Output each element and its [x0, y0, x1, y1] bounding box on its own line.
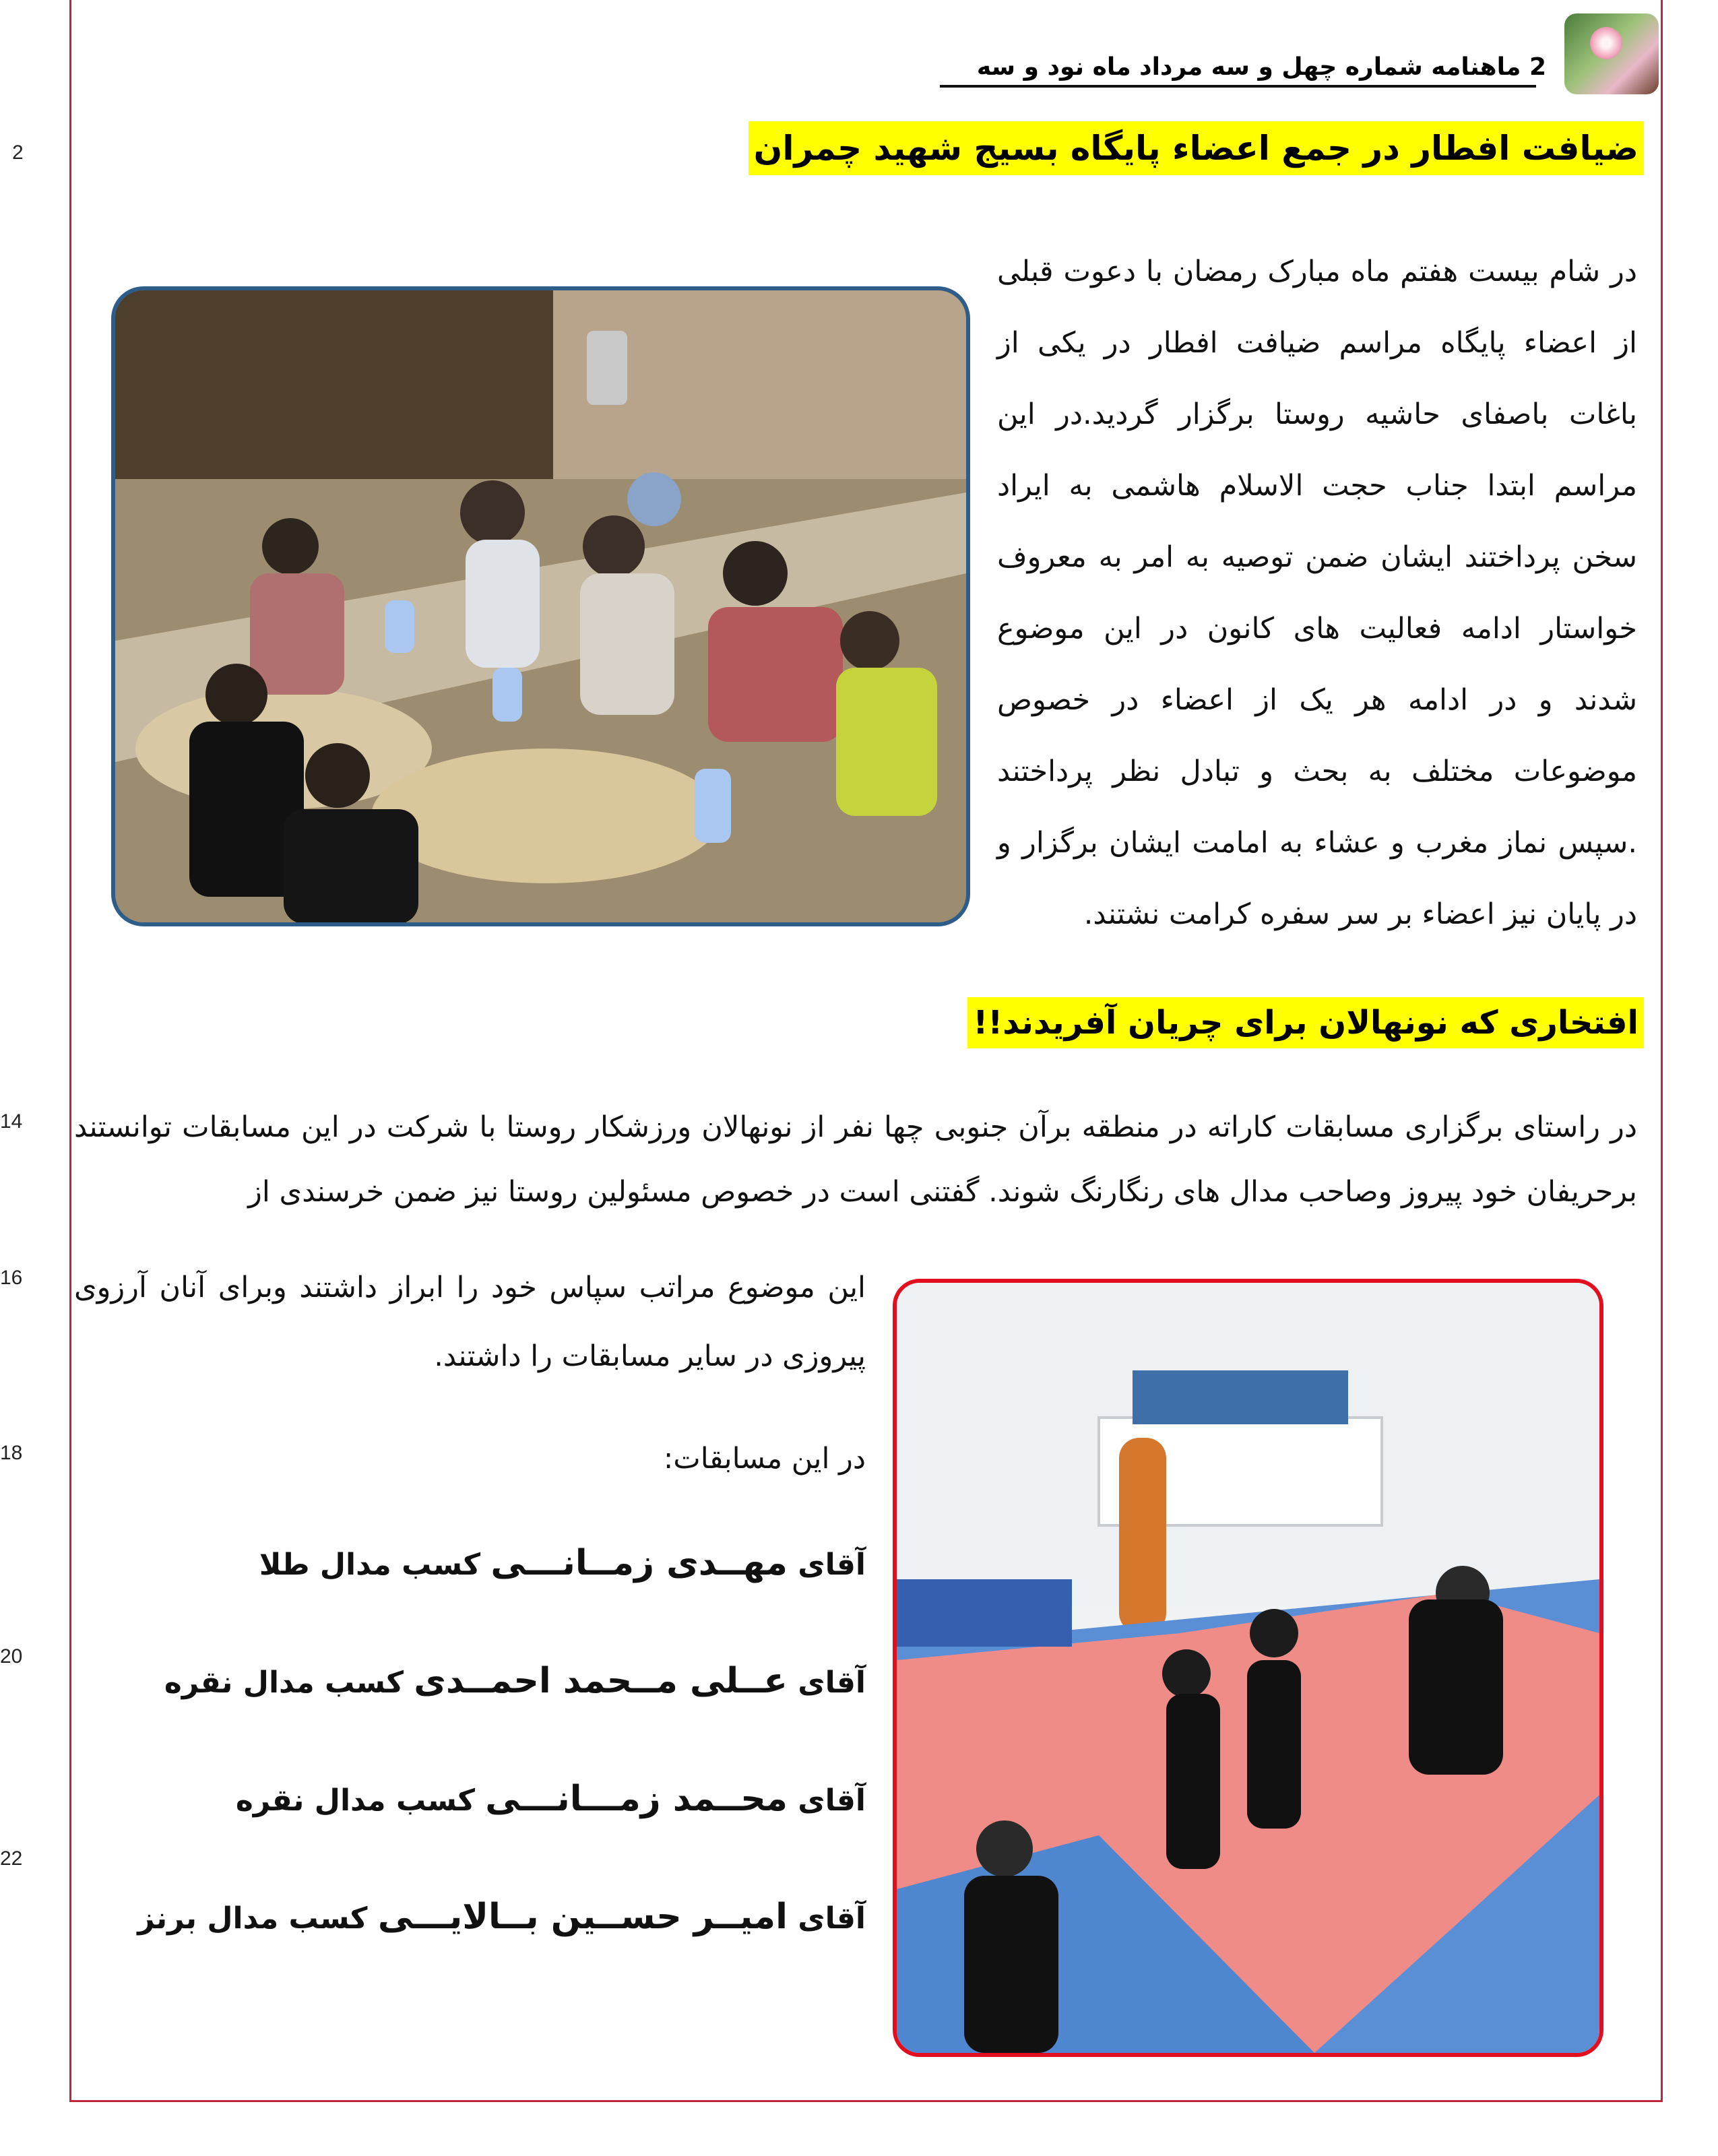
medal-award: کسب مدال نقره	[164, 1666, 404, 1700]
athlete-name: محــمد زمـــانـــی	[485, 1779, 788, 1819]
medal-award: کسب مدال برنز	[137, 1901, 368, 1936]
medal-award: کسب مدال طلا	[259, 1548, 481, 1582]
header-underline	[940, 85, 1536, 88]
article1-body: در شام بیست هفتم ماه مبارک رمضان با دعوت قبلی از اعضاء پایگاه مراسم ضیافت افطار در یکی از باغات باصفای حاشیه روستا برگزار گردید.در این مراسم ابتدا جناب حجت الاسلام هاشمی به ایراد سخن پرداختند ایشان ضمن توصیه به امر به معروف خواستار ادامه فعالیت های کانون در این موضوع شدند و در ادامه هر یک از اعضاء در خصوص موضوعات مختلف به بحث و تبادل نظر پرداختند .سپس نماز مغرب و عشاء به امامت ایشان برگزار و در پایان نیز اعضاء بر سر سفره کرامت نشتند.	[997, 255, 1637, 931]
athlete-name: امیــر حســین بــالایـــی	[377, 1897, 788, 1937]
margin-number: 16	[0, 1267, 23, 1289]
article2-body-side: این موضوع مراتب سپاس خود را ابراز داشتند وبرای آنان آرزوی پیروزی در سایر مسابقات را داشتند.	[74, 1271, 866, 1373]
article2-title: افتخاری که نونهالان برای چریان آفریدند!!	[967, 997, 1644, 1048]
medal-award: کسب مدال نقره	[235, 1783, 475, 1818]
karate-photo-illustration	[897, 1283, 1599, 2053]
magazine-logo	[1564, 13, 1659, 94]
article2-body-top: در راستای برگزاری مسابقات کاراته در منطقه برآن جنوبی چها نفر از نونهالان ورزشکار روستا با شرکت در این مسابقات توانستند برحریفان خود پیروز وصاحب مدال های رنگارنگ شوند. گفتنی است در خصوص مسئولین روستا نیز ضمن خرسندی از	[74, 1110, 1637, 1209]
issue-header: 2 ماهنامه شماره چهل و سه مرداد ماه نود و سه	[976, 53, 1546, 81]
karate-photo	[893, 1279, 1603, 2057]
margin-number: 20	[0, 1645, 23, 1668]
iftar-photo	[111, 286, 970, 926]
article1-title: ضیافت افطار در جمع اعضاء پایگاه بسیج شهید چمران	[749, 121, 1644, 175]
medal-line-silver	[236, 1779, 866, 1819]
medal-prefix: آقای	[798, 1548, 866, 1582]
medal-line-gold	[259, 1543, 866, 1583]
medal-prefix: آقای	[798, 1783, 866, 1818]
margin-number: 22	[0, 1847, 23, 1870]
margin-number: 2	[12, 141, 24, 164]
athlete-name: مهــدی زمــانـــی	[490, 1543, 788, 1583]
medal-prefix: آقای	[798, 1666, 866, 1700]
athlete-name: عــلی مــحمد احمــدی	[414, 1661, 788, 1701]
margin-number: 14	[0, 1110, 23, 1133]
flower-icon	[1590, 27, 1622, 59]
competition-intro: در این مسابقات:	[663, 1442, 866, 1476]
iftar-photo-illustration	[115, 290, 966, 922]
medal-prefix: آقای	[798, 1901, 866, 1936]
medal-line-bronze	[137, 1897, 866, 1937]
medal-line-silver	[164, 1661, 866, 1701]
margin-number: 18	[0, 1442, 23, 1464]
